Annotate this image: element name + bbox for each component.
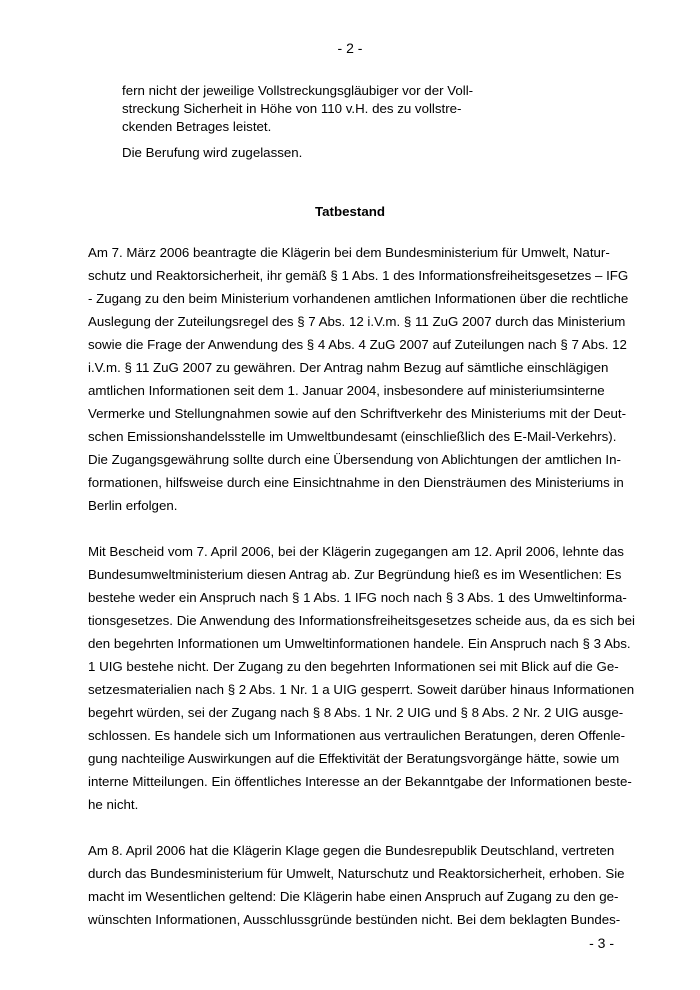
text-line: macht im Wesentlichen geltend: Die Klägerin habe einen Anspruch auf Zugang zu den ge- <box>88 889 619 904</box>
text-line: - Zugang zu den beim Ministerium vorhandenen amtlichen Informationen über die rechtliche <box>88 291 629 306</box>
text-line: Berlin erfolgen. <box>88 498 178 513</box>
text-line: Auslegung der Zuteilungsregel des § 7 Abs. 12 i.V.m. § 11 ZuG 2007 durch das Ministerium <box>88 314 626 329</box>
page-number-top: - 2 - <box>337 40 363 56</box>
text-line: Bundesumweltministerium diesen Antrag ab. Zur Begründung hieß es im Wesentlichen: Es <box>88 567 622 582</box>
intro-line: streckung Sicherheit in Höhe von 110 v.H. des zu vollstre- <box>122 101 462 116</box>
text-line: schlossen. Es handele sich um Informationen aus vertraulichen Beratungen, deren Offenle- <box>88 728 626 743</box>
intro-line: ckenden Betrages leistet. <box>122 119 272 134</box>
text-line: 1 UIG bestehe nicht. Der Zugang zu den begehrten Informationen sei mit Blick auf die Ge- <box>88 659 619 674</box>
text-line: Am 7. März 2006 beantragte die Klägerin bei dem Bundesministerium für Umwelt, Natur- <box>88 245 610 260</box>
text-line: schutz und Reaktorsicherheit, ihr gemäß § 1 Abs. 1 des Informationsfreiheitsgesetzes – IFG <box>88 268 629 283</box>
text-line: Vermerke und Stellungnahmen sowie auf den Schriftverkehr des Ministeriums mit der Deut- <box>88 406 627 421</box>
text-line: begehrt würden, sei der Zugang nach § 8 Abs. 1 Nr. 2 UIG und § 8 Abs. 2 Nr. 2 UIG ausge- <box>88 705 624 720</box>
text-line: he nicht. <box>88 797 139 812</box>
text-line: interne Mitteilungen. Ein öffentliches Interesse an der Bekanntgabe der Informationen beste- <box>88 774 632 789</box>
text-line: tionsgesetzes. Die Anwendung des Informationsfreiheitsgesetzes scheide aus, da es sich bei <box>88 613 635 628</box>
text-line: bestehe weder ein Anspruch nach § 1 Abs. 1 IFG noch nach § 3 Abs. 1 des Umweltinforma- <box>88 590 627 605</box>
text-line: Die Zugangsgewährung sollte durch eine Übersendung von Ablichtungen der amtlichen In- <box>88 452 621 467</box>
text-line: Am 8. April 2006 hat die Klägerin Klage gegen die Bundesrepublik Deutschland, vertreten <box>88 843 615 858</box>
section-heading: Tatbestand <box>315 204 385 219</box>
intro-line: fern nicht der jeweilige Vollstreckungsgläubiger vor der Voll- <box>122 83 474 98</box>
appeal-sentence: Die Berufung wird zugelassen. <box>122 145 303 160</box>
text-line: formationen, hilfsweise durch eine Einsichtnahme in den Diensträumen des Ministeriums in <box>88 475 624 490</box>
next-page-marker: - 3 - <box>589 935 614 951</box>
text-line: sowie die Frage der Anwendung des § 4 Abs. 4 ZuG 2007 auf Zuteilungen nach § 7 Abs. 12 <box>88 337 627 352</box>
text-line: den begehrten Informationen um Umweltinformationen handele. Ein Anspruch nach § 3 Abs. <box>88 636 631 651</box>
text-line: wünschten Informationen, Ausschlussgründe bestünden nicht. Bei dem beklagten Bundes- <box>88 912 621 927</box>
text-line: setzesmaterialien nach § 2 Abs. 1 Nr. 1 a UIG gesperrt. Soweit darüber hinaus Informationen <box>88 682 635 697</box>
text-line: amtlichen Informationen seit dem 1. Januar 2004, insbesondere auf ministeriumsinterne <box>88 383 605 398</box>
text-line: i.V.m. § 11 ZuG 2007 zu gewähren. Der Antrag nahm Bezug auf sämtliche einschlägigen <box>88 360 609 375</box>
text-line: Mit Bescheid vom 7. April 2006, bei der Klägerin zugegangen am 12. April 2006, lehnte das <box>88 544 624 559</box>
text-line: durch das Bundesministerium für Umwelt, Naturschutz und Reaktorsicherheit, erhoben. Sie <box>88 866 625 881</box>
text-line: schen Emissionshandelsstelle im Umweltbundesamt (einschließlich des E-Mail-Verkehrs). <box>88 429 617 444</box>
text-line: gung nachteilige Auswirkungen auf die Effektivität der Beratungsvorgänge hätte, sowie um <box>88 751 620 766</box>
